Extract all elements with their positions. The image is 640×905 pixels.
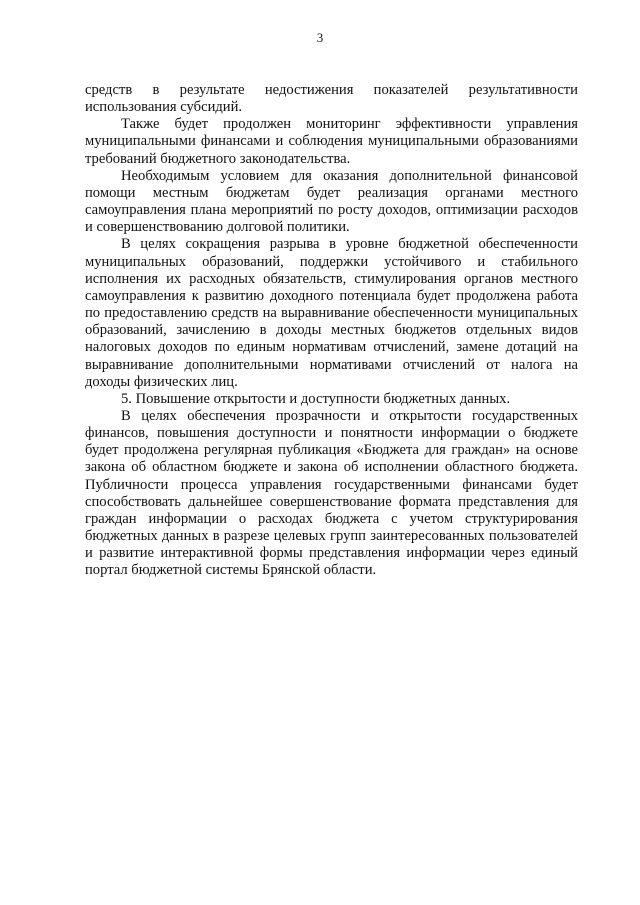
page-number: 3 xyxy=(316,30,324,45)
paragraph-monitoring: Также будет продолжен мониторинг эффективности управления муниципальными финансами и соблюдения муниципальными образованиями требований бюджетного законодательства. xyxy=(85,116,578,167)
document-body xyxy=(85,82,578,580)
paragraph-continuation: средств в результате недостижения показателей результативности использования субсидий. xyxy=(85,82,578,116)
paragraph-financial-aid-condition: Необходимым условием для оказания дополнительной финансовой помощи местным бюджетам будет реализация органами местного самоуправления плана мероприятий по росту доходов, оптимизации расходов и совершенствованию долговой политики. xyxy=(85,167,578,236)
section-heading-transparency: 5. Повышение открытости и доступности бюджетных данных. xyxy=(121,390,511,407)
paragraph-budget-equalization: В целях сокращения разрыва в уровне бюджетной обеспеченности муниципальных образований, поддержки устойчивого и стабильного исполнения их расходных обязательств, стимулирования органов местного самоуправления к развитию доходного потенциала будет продолжена работа по предоставлению средств на выравнивание обеспеченности муниципальных образований, зачислению в доходы местных бюджетов отдельных видов налоговых доходов по единым нормативам отчислений, замене дотаций на выравнивание дополнительными нормативами отчислений от налога на доходы физических лиц. xyxy=(85,236,578,390)
paragraph-budget-for-citizens: В целях обеспечения прозрачности и открытости государственных финансов, повышения доступности и понятности информации о бюджете будет продолжена регулярная публикация «Бюджета для граждан» на основе закона об областном бюджете и закона об исполнении областного бюджета. Публичности процесса управления государственными финансами будет способствовать дальнейшее совершенствование формата представления для граждан информации о расходах бюджета с учетом структурирования бюджетных данных в разрезе целевых групп заинтересованных пользователей и развитие интерактивной формы представления информации через единый портал бюджетной системы Брянской области. xyxy=(85,407,578,579)
